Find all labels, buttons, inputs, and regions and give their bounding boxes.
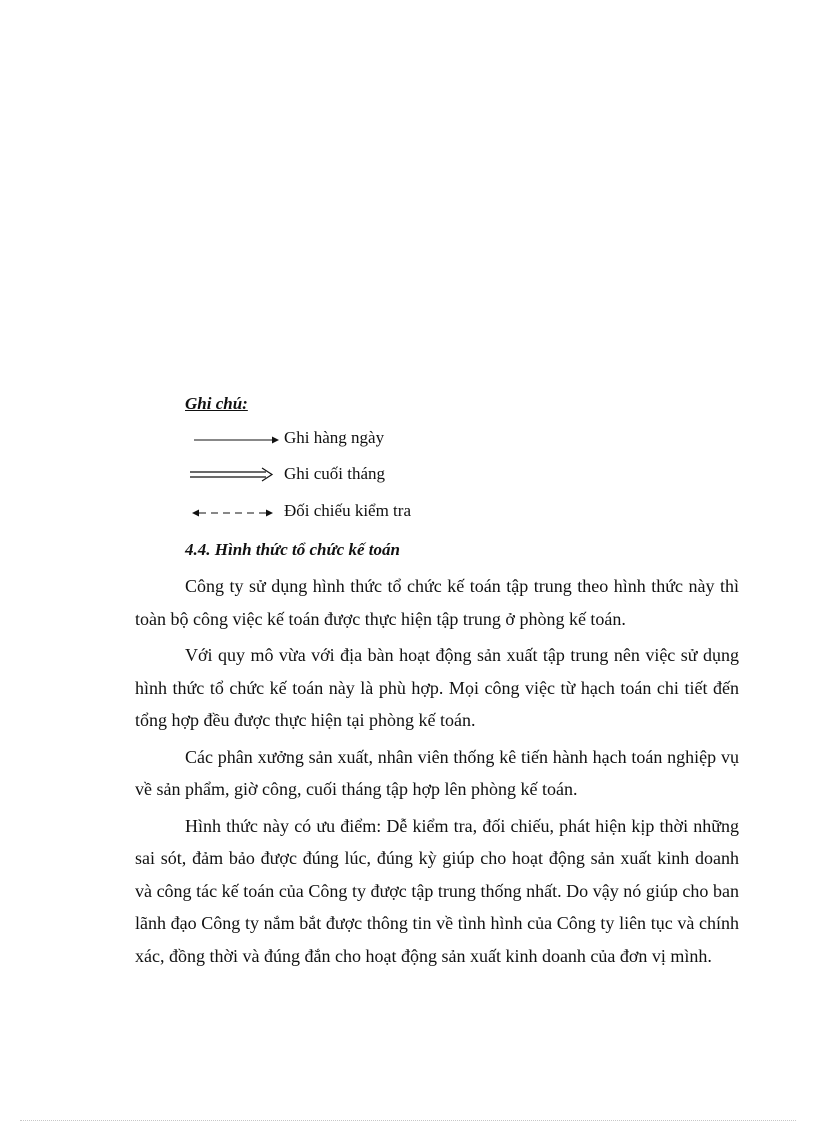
footer-divider — [20, 1120, 796, 1121]
legend-label-monthly: Ghi cuối tháng — [284, 464, 386, 483]
paragraph: Hình thức này có ưu điểm: Dễ kiểm tra, đối chiếu, phát hiện kịp thời những sai sót, đảm bảo được đúng lúc, đúng kỳ giúp cho hoạt động sản xuất kinh doanh và công tác kế toán của Công ty được tập trung thống nhất. Do vậy nó giúp cho ban lãnh đạo Công ty nắm bắt được thông tin về tình hình của Công ty liên tục và chính xác, đồng thời và đúng đắn cho hoạt động sản xuất kinh doanh của đơn vị mình. — [135, 815, 739, 966]
section-heading: 4.4. Hình thức tổ chức kế toán — [185, 540, 400, 559]
double-arrow-icon — [190, 467, 282, 483]
legend-item-reconcile — [190, 501, 490, 525]
body-text — [135, 570, 739, 972]
legend-label-daily: Ghi hàng ngày — [284, 428, 385, 447]
solid-arrow-icon — [190, 434, 282, 446]
legend-title: Ghi chú: — [185, 394, 248, 413]
paragraph: Công ty sử dụng hình thức tổ chức kế toán tập trung theo hình thức này thì toàn bộ công việc kế toán được thực hiện tập trung ở phòng kế toán. — [135, 576, 739, 629]
paragraph: Với quy mô vừa với địa bàn hoạt động sản xuất tập trung nên việc sử dụng hình thức tổ chức kế toán này là phù hợp. Mọi công việc từ hạch toán chi tiết đến tổng hợp đều được thực hiện tại phòng kế toán. — [135, 645, 739, 730]
dashed-double-arrow-icon — [190, 507, 282, 519]
paragraph: Các phân xưởng sản xuất, nhân viên thống kê tiến hành hạch toán nghiệp vụ về sản phẩm, giờ công, cuối tháng tập hợp lên phòng kế toán. — [135, 746, 739, 799]
legend-item-monthly — [190, 464, 490, 488]
legend-label-reconcile: Đối chiếu kiểm tra — [284, 501, 411, 520]
legend-item-daily — [190, 428, 490, 452]
